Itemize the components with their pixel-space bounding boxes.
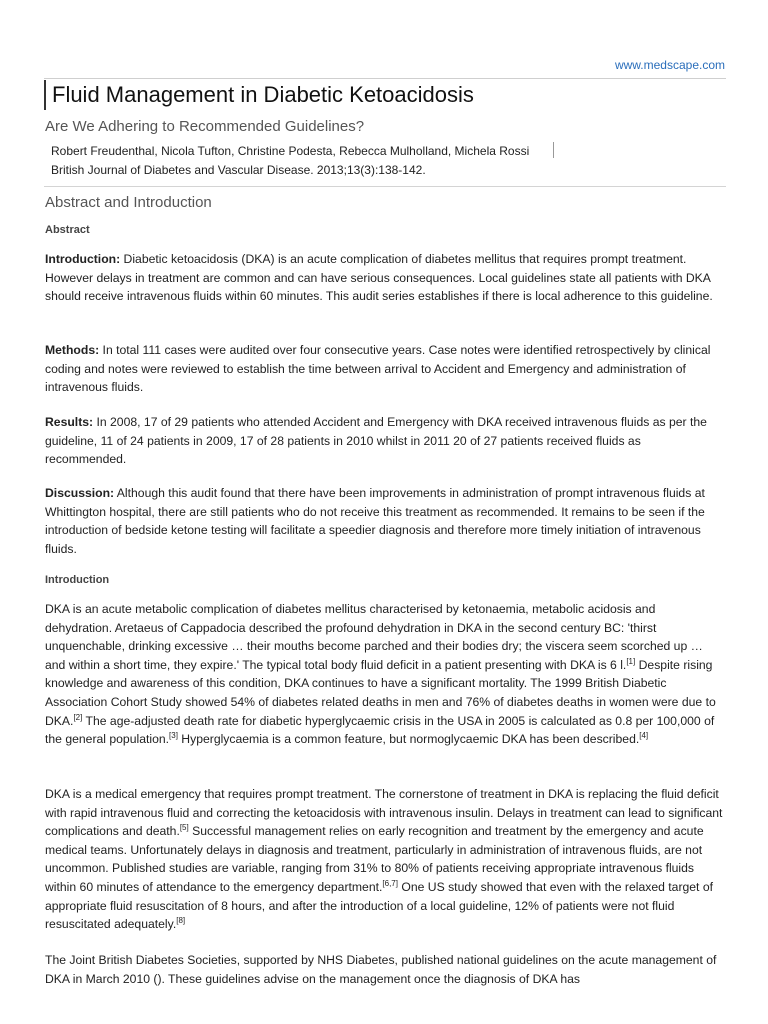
intro-p2-text-a: DKA is a medical emergency that requires prompt treatment. The cornerstone of treatment in DKA is replacing the fluid deficit with rapid intravenous fluid and correcting the ketoacidosis with intravenous insulin. Delays in treatment can lead to significant complications and death. xyxy=(45,787,723,839)
citation-3[interactable]: [3] xyxy=(169,731,178,741)
abstract-methods-label: Methods: xyxy=(45,343,100,357)
section-divider xyxy=(44,186,726,187)
journal-citation: British Journal of Diabetes and Vascular Disease. 2013;13(3):138-142. xyxy=(51,163,426,177)
intro-p1-text-c: The age-adjusted death rate for diabetic hyperglycaemic crisis in the USA in 2005 is calculated as 0.8 per 100,000 of the general population. xyxy=(45,713,715,747)
abstract-discussion xyxy=(45,484,725,558)
intro-paragraph-2 xyxy=(45,785,725,934)
introduction-label: Introduction xyxy=(45,574,110,586)
abstract-results-text: In 2008, 17 of 29 patients who attended Accident and Emergency with DKA received intravenous fluids as per the guideline, 11 of 24 patients in 2009, 17 of 28 patients in 2010 whilst in 2011 20 of 27 patients received fluids as recommended. xyxy=(45,415,707,467)
intro-p2-text-b: Successful management relies on early recognition and treatment by the emergency and acute medical teams. Unfortunately delays in diagnosis and treatment, particularly in administration of intravenous fluids, are not uncommon. Published studies are variable, ranging from 31% to 80% of patients receiving appropriate intravenous fluids within 60 minutes of attendance to the emergency department. xyxy=(45,824,704,894)
article-title: Fluid Management in Diabetic Ketoacidosis xyxy=(52,82,474,107)
citation-1[interactable]: [1] xyxy=(626,656,636,666)
citation-8[interactable]: [8] xyxy=(176,916,186,926)
abstract-results xyxy=(45,413,725,469)
citation-4[interactable]: [4] xyxy=(639,731,649,741)
article-subtitle: Are We Adhering to Recommended Guidelines? xyxy=(45,118,365,135)
citation-5[interactable]: [5] xyxy=(179,823,189,833)
abstract-intro-text: Diabetic ketoacidosis (DKA) is an acute complication of diabetes mellitus that requires prompt treatment. However delays in treatment are common and can have serious consequences. Local guidelines state all patients with DKA should receive intravenous fluids within 60 minutes. This audit series establishes if there is local adherence to this guideline. xyxy=(45,252,713,304)
header-divider xyxy=(44,78,726,79)
title-block xyxy=(44,80,734,110)
intro-p1-text-a: DKA is an acute metabolic complication of diabetes mellitus characterised by ketonaemia, metabolic acidosis and dehydration. Aretaeus of Cappadocia described the profound dehydration in DKA in the second century BC: 'thirst unquenchable, drinking excessive … their mouths become parched and their bodies dry; the viscera seem scorched up … and within a short time, they expire.' The typical total body fluid deficit in a patient presenting with DKA is 6 l. xyxy=(45,602,703,672)
author-divider xyxy=(553,142,554,158)
intro-p3-text: The Joint British Diabetes Societies, supported by NHS Diabetes, published national guidelines on the acute management of DKA in March 2010 (). These guidelines advise on the management once the diagnosis of DKA has xyxy=(45,953,717,986)
author-list[interactable]: Robert Freudenthal, Nicola Tufton, Christine Podesta, Rebecca Mulholland, Michela Rossi xyxy=(51,144,530,158)
site-link[interactable]: www.medscape.com xyxy=(614,58,725,72)
intro-p1-text-b: Despite rising knowledge and awareness of this condition, DKA continues to have a significant mortality. The 1999 British Diabetic Association Cohort Study showed 54% of diabetes related deaths in men and 76% of diabetes deaths in women were due to DKA. xyxy=(45,657,716,728)
citation-2[interactable]: [2] xyxy=(73,712,83,722)
intro-p2-text-c: One US study showed that even with the relaxed target of appropriate fluid resuscitation of 8 hours, and after the introduction of a local guideline, 12% of patients were not fluid resuscitated adequately. xyxy=(45,879,713,932)
intro-paragraph-3 xyxy=(45,951,725,988)
abstract-discussion-text: Although this audit found that there have been improvements in administration of prompt intravenous fluids at Whittington hospital, there are still patients who do not receive this treatment as recommended. It remains to be seen if the introduction of bedside ketone testing will facilitate a speedier diagnosis and therefore more timely initiation of intravenous fluids. xyxy=(45,486,705,556)
abstract-methods-text: In total 111 cases were audited over four consecutive years. Case notes were identified retrospectively by clinical coding and notes were reviewed to establish the time between arrival to Accident and Emergency and administration of intravenous fluids. xyxy=(45,343,711,395)
abstract-results-label: Results: xyxy=(45,415,94,429)
abstract-discussion-label: Discussion: xyxy=(45,486,115,500)
section-heading: Abstract and Introduction xyxy=(45,194,212,211)
intro-paragraph-1 xyxy=(45,600,725,749)
citation-6-7[interactable]: [6,7] xyxy=(382,878,398,888)
abstract-methods xyxy=(45,341,725,397)
abstract-label: Abstract xyxy=(45,224,90,236)
intro-p1-text-d: Hyperglycaemia is a common feature, but normoglycaemic DKA has been described. xyxy=(177,732,640,747)
abstract-introduction xyxy=(45,250,725,306)
abstract-intro-label: Introduction: xyxy=(45,252,121,266)
